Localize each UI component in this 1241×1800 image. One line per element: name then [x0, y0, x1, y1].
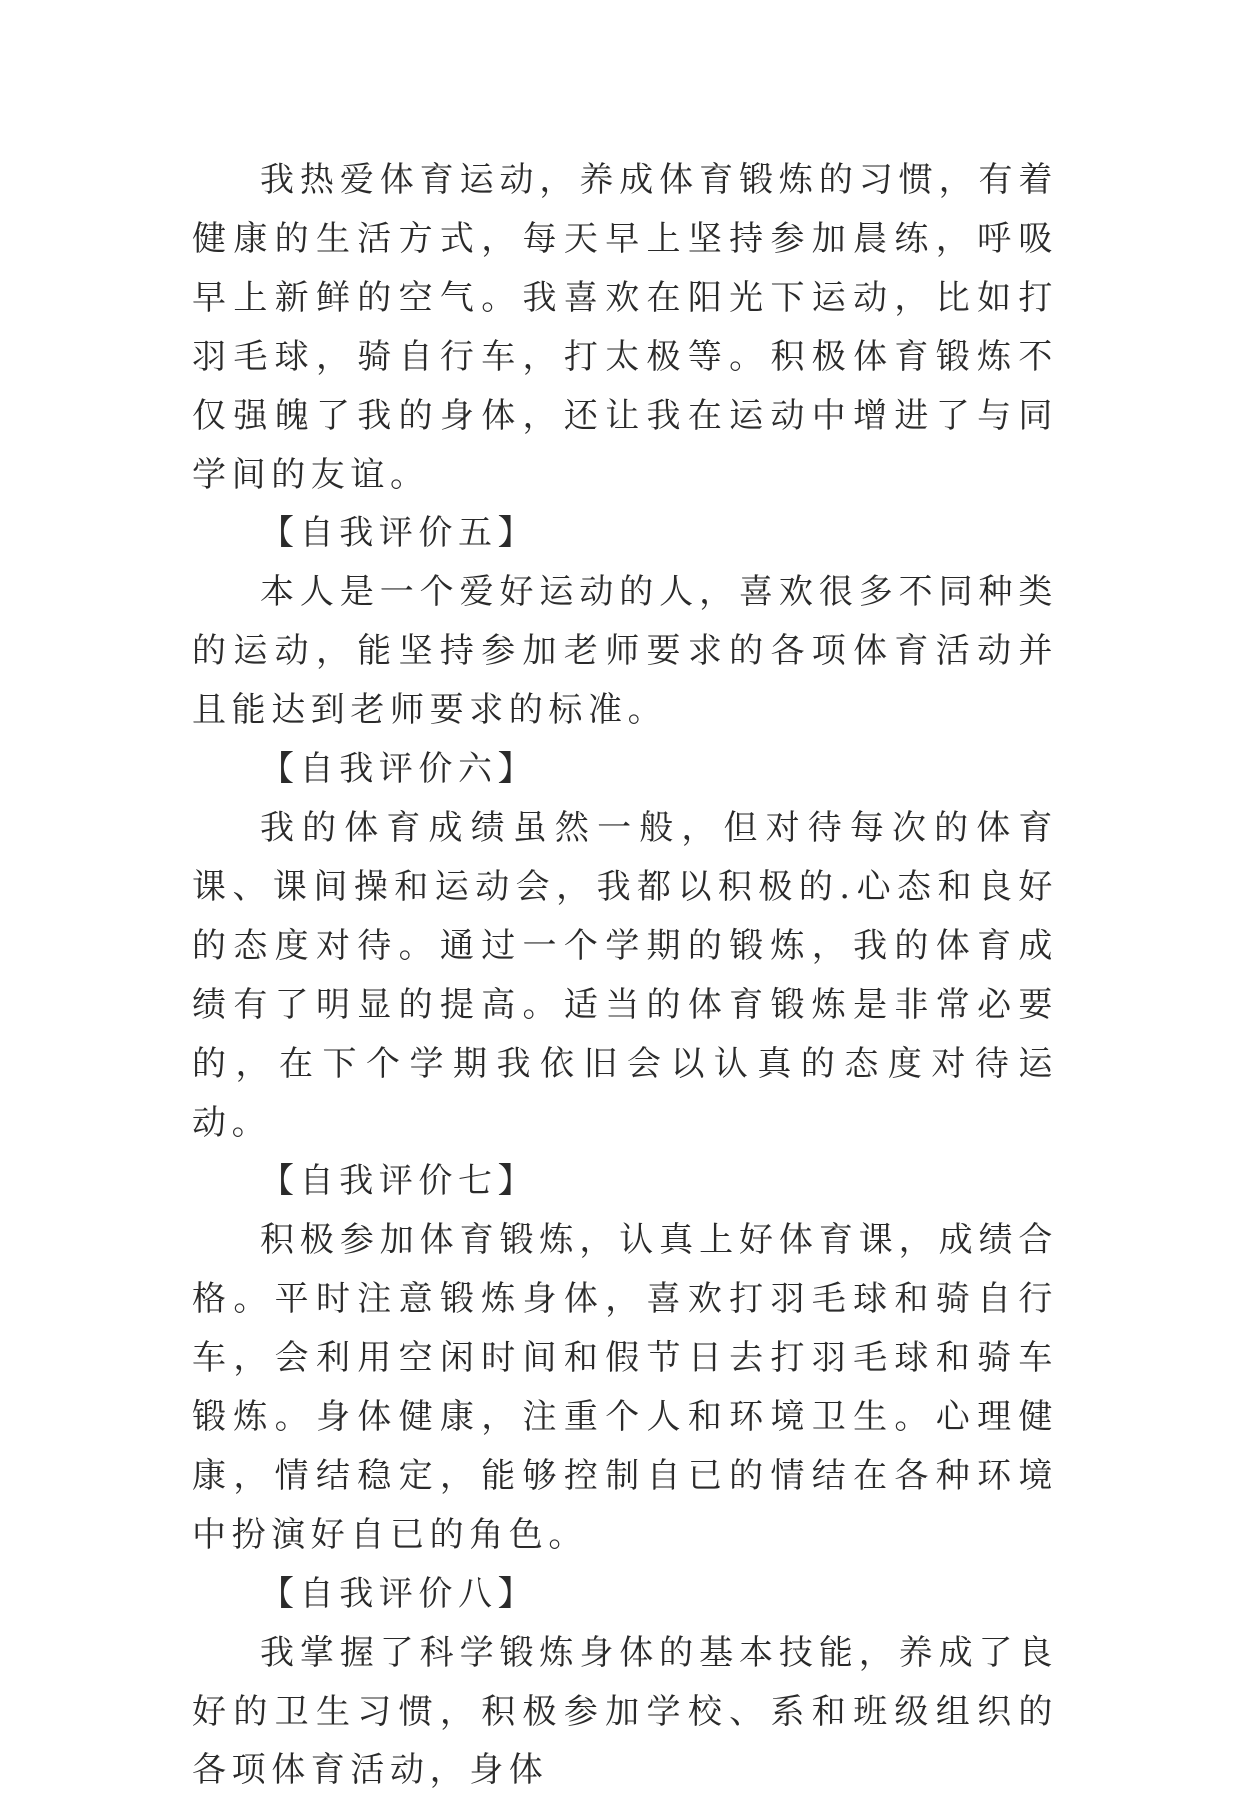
- section-heading-7: 【自我评价七】: [260, 1161, 538, 1202]
- document-body: [192, 151, 1058, 1800]
- section-heading-6: 【自我评价六】: [260, 749, 538, 790]
- section-heading-8: 【自我评价八】: [260, 1573, 538, 1614]
- section-heading-5: 【自我评价五】: [260, 513, 538, 554]
- paragraph-exercise-habits: 我热爱体育运动，养成体育锻炼的习惯，有着健康的生活方式，每天早上坚持参加晨练，呼吸早上新鲜的空气。我喜欢在阳光下运动，比如打羽毛球，骑自行车，打太极等。积极体育锻炼不仅强魄了我的身体，还让我在运动中增进了与同学间的友谊。: [192, 160, 1058, 495]
- paragraph-evaluation-7: 积极参加体育锻炼，认真上好体育课，成绩合格。平时注意锻炼身体，喜欢打羽毛球和骑自行车，会利用空闲时间和假节日去打羽毛球和骑车锻炼。身体健康，注重个人和环境卫生。心理健康，情结稳定，能够控制自已的情结在各种环境中扮演好自已的角色。: [192, 1220, 1058, 1555]
- paragraph-evaluation-6: 我的体育成绩虽然一般，但对待每次的体育课、课间操和运动会，我都以积极的.心态和良好的态度对待。通过一个学期的锻炼，我的体育成绩有了明显的提高。适当的体育锻炼是非常必要的，在下个学期我依旧会以认真的态度对待运动。: [192, 807, 1058, 1143]
- paragraph-evaluation-5: 本人是一个爱好运动的人，喜欢很多不同种类的运动，能坚持参加老师要求的各项体育活动并且能达到老师要求的标准。: [192, 572, 1058, 731]
- paragraph-evaluation-8: 我掌握了科学锻炼身体的基本技能，养成了良好的卫生习惯，积极参加学校、系和班级组织的各项体育活动，身体: [192, 1632, 1058, 1791]
